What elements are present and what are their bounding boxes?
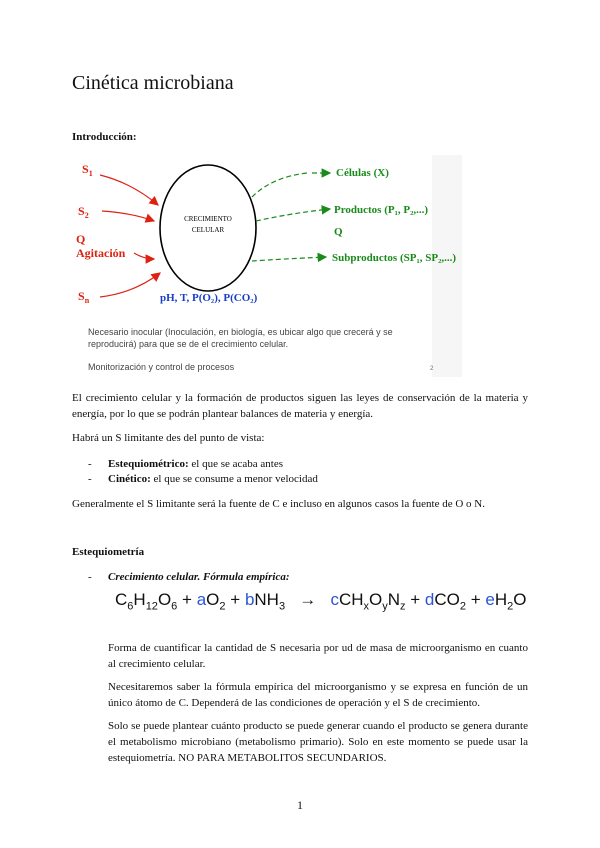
bullet-dash-2: - (88, 473, 92, 485)
intro-heading: Introducción: (72, 131, 137, 143)
page-title: Cinética microbiana (72, 72, 234, 94)
center-label-2: CELULAR (191, 226, 225, 234)
page-number: 1 (297, 798, 303, 812)
bullet-stoichiometric (108, 458, 283, 470)
output-byproducts: Subproductos (SP₁, SP₂,...) (332, 252, 457, 264)
input-s2: $S_2$ (78, 204, 89, 220)
input-agitation: Agitación (76, 246, 126, 260)
note-line-1: Necesario inocular (Inoculación, en biología, es ubicar algo que crecerá y se (88, 327, 393, 337)
bullet-kinetic (108, 473, 318, 485)
empirical-equation: $C_6H_{12}O_6 + aO_2 + bNH_3$ → $cCH_xO_yN_z + dCO_2 + eH_2O$ (115, 590, 527, 613)
intro-paragraph-3: Generalmente el S limitante será la fuente de C e incluso en algunos casos la fuente de O o N. (72, 498, 485, 510)
input-sn: $S_n$ (78, 289, 90, 305)
bullet-stoichiometric-label: Estequiométrico: (108, 458, 189, 470)
bullet-stoichiometric-text: el que se acaba antes (188, 458, 284, 470)
bullet-empirical-formula: Crecimiento celular. Fórmula empírica: (108, 571, 290, 583)
diagram-right-margin (432, 155, 462, 377)
stoich-paragraph-3: Solo se puede plantear cuánto producto se puede generar cuando el producto se genera durante el metabolismo microbiano (metabolismo primario). Solo en este momento se puede usar la estequiometría. NO PARA METABOLITOS SECUNDARIOS. (108, 720, 528, 764)
intro-paragraph-2: Habrá un S limitante des del punto de vista: (72, 432, 265, 444)
note-line-2: reproducirá) para que se de el crecimiento celular. (88, 339, 289, 349)
conditions-label: pH, T, P(O₂), P(CO₂) (160, 292, 258, 304)
bullet-kinetic-text: el que se consume a menor velocidad (150, 473, 318, 485)
center-label-1: CRECIMIENTO (184, 215, 232, 223)
stoich-paragraph-2: Necesitaremos saber la fórmula empírica del microorganismo y se expresa en función de un único átomo de C. Dependerá de las condiciones de operación y el S de crecimiento. (108, 681, 528, 709)
output-cells: Células (X) (336, 167, 389, 179)
note-line-3: Monitorización y control de procesos (88, 362, 235, 372)
output-q: Q (334, 226, 343, 238)
bullet-dash-1: - (88, 458, 92, 470)
bullet-dash-3: - (88, 571, 92, 583)
input-q: Q (76, 232, 86, 246)
slide-corner-number: 2 (430, 366, 434, 372)
cell-growth-diagram (72, 155, 462, 377)
input-s1: $S_1$ (82, 162, 93, 178)
stoich-paragraph-1: Forma de cuantificar la cantidad de S necesaria por ud de masa de microorganismo en cuanto al crecimiento celular. (108, 642, 528, 670)
output-products: Productos (P₁, P₂,...) (334, 204, 429, 216)
bullet-kinetic-label: Cinético: (108, 473, 151, 485)
stoich-heading: Estequiometría (72, 546, 145, 558)
intro-paragraph-1: El crecimiento celular y la formación de productos siguen las leyes de conservación de la materia y energía, por lo que se podrán plantear balances de materia y energía. (72, 392, 528, 420)
